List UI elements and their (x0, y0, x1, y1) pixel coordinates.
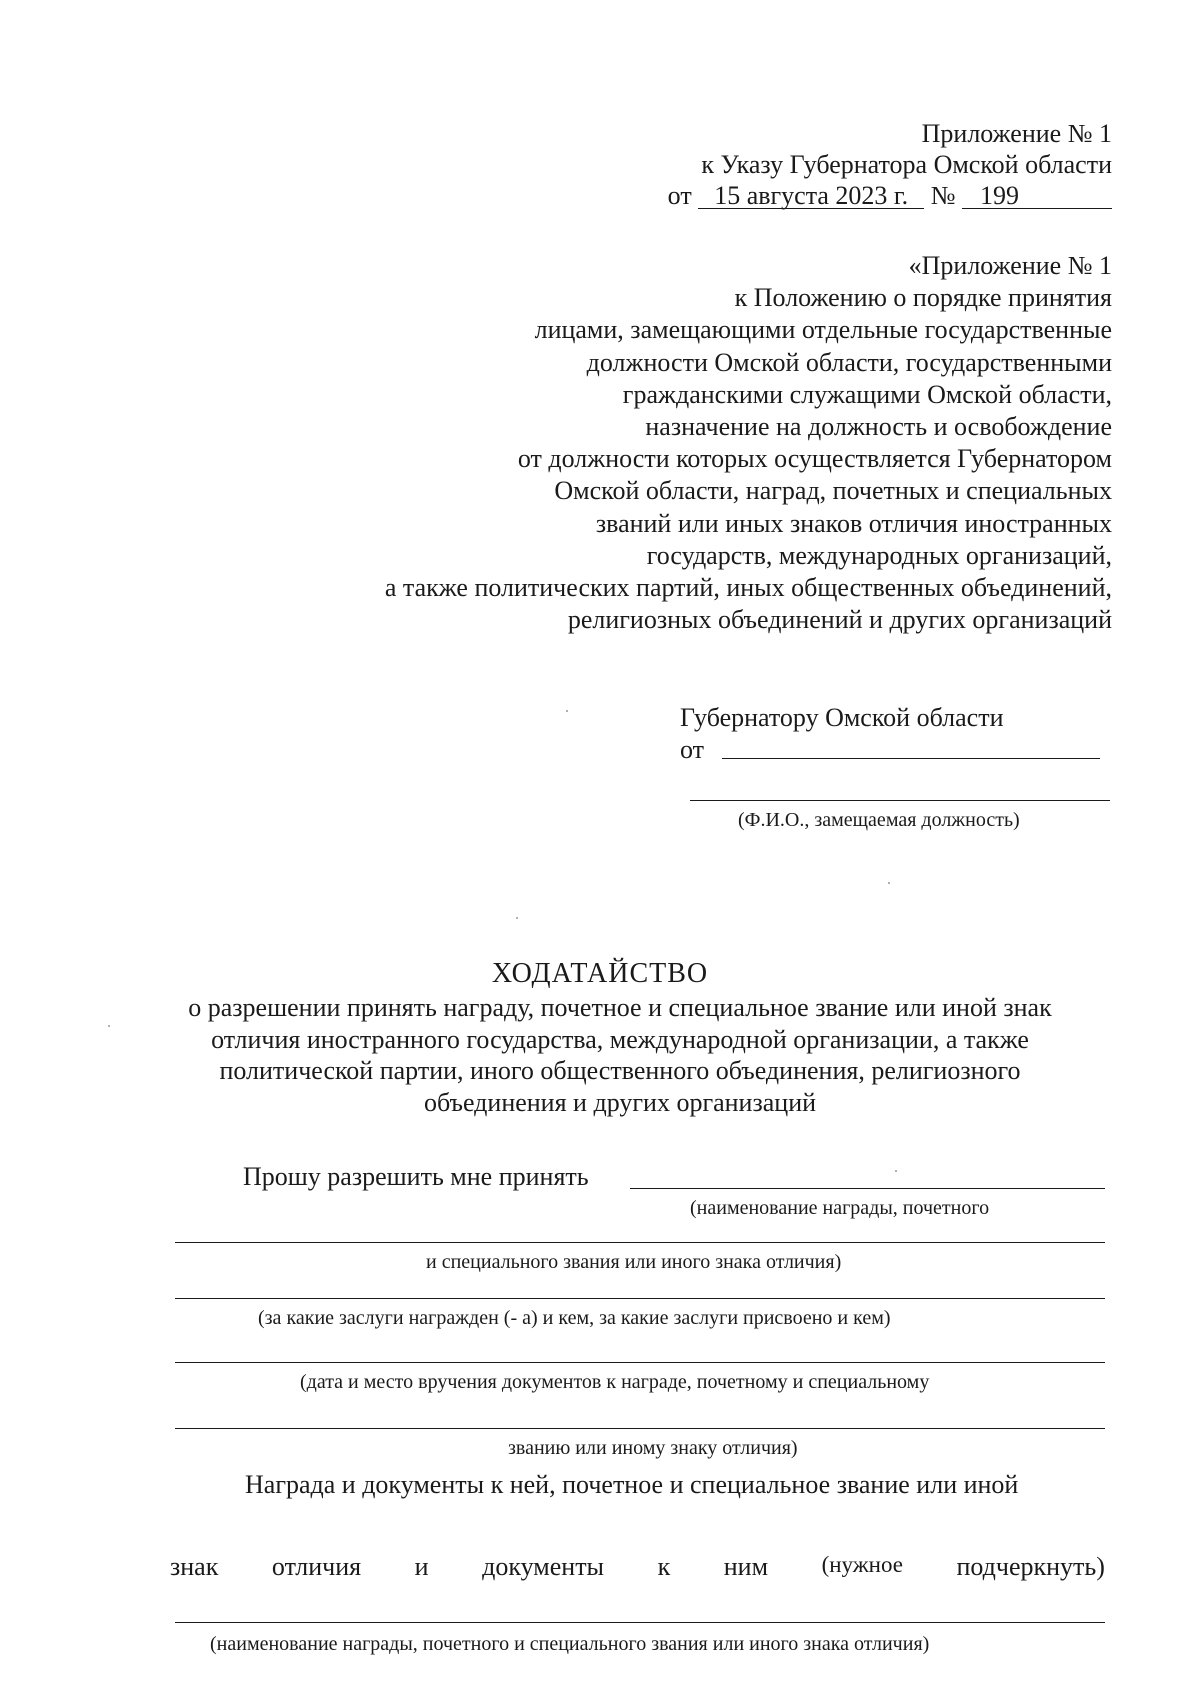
decree-header (668, 118, 1112, 211)
word: ним (723, 1552, 769, 1581)
document-title: ХОДАТАЙСТВО (491, 958, 709, 989)
appendix-line: званий или иных знаков отличия иностранных (595, 508, 1112, 538)
scan-speck (566, 710, 568, 712)
appendix-line: государств, международных организаций, (646, 540, 1112, 570)
appendix-line: к Положению о порядке принятия (734, 283, 1112, 313)
decree-number: 199 (962, 184, 1112, 209)
regulation-appendix-header (385, 250, 1112, 636)
award-final-caption: (наименование награды, почетного и специального звания или иного знака отличия) (210, 1633, 930, 1655)
appendix-line: религиозных объединений и других организаций (567, 605, 1112, 635)
delivery-caption-2: званию или иному знаку отличия) (508, 1437, 798, 1459)
word: к (657, 1552, 671, 1581)
word: отличия (271, 1552, 362, 1581)
appendix-line: а также политических партий, иных общественных объединений, (384, 573, 1112, 603)
appendix-line: Омской области, наград, почетных и специальных (554, 476, 1112, 506)
subtitle-line: политической партии, иного общественного объединения, религиозного (219, 1056, 1021, 1085)
award-name-line (630, 1188, 1105, 1189)
decree-date: 15 августа 2023 г. (698, 184, 924, 209)
appendix-line: «Приложение № 1 (908, 251, 1112, 280)
word: подчеркнуть) (956, 1552, 1105, 1581)
scan-speck (516, 917, 518, 919)
scan-speck (108, 1025, 110, 1027)
appendix-line: должности Омской области, государственными (586, 347, 1112, 377)
scan-speck (888, 882, 890, 884)
number-sign: № (930, 181, 956, 210)
applicant-position-line (690, 800, 1110, 801)
award-name-caption: (наименование награды, почетного (690, 1197, 990, 1219)
appendix-line: назначение на должность и освобождение (645, 412, 1112, 442)
subtitle-line: отличия иностранного государства, международной организации, а также (211, 1024, 1029, 1054)
applicant-name-line (722, 758, 1100, 759)
from-prefix: от (667, 181, 692, 210)
award-title-caption: и специального звания или иного знака отличия) (426, 1251, 842, 1273)
delivery-caption: (дата и место вручения документов к награде, почетному и специальному (300, 1371, 930, 1393)
award-final-line (175, 1622, 1105, 1623)
appendix-line: лицами, замещающими отдельные государственные (534, 315, 1112, 345)
delivery-line-2 (175, 1428, 1105, 1429)
paragraph-justified-line (170, 1552, 1105, 1582)
applicant-caption: (Ф.И.О., замещаемая должность) (738, 809, 1020, 831)
appendix-number: Приложение № 1 (921, 119, 1112, 148)
award-name-line-2 (175, 1242, 1105, 1243)
scan-speck (895, 1170, 897, 1172)
request-text: Прошу разрешить мне принять (243, 1162, 589, 1191)
word: знак (170, 1552, 219, 1581)
subtitle-line: о разрешении принять награду, почетное и специальное звание или иной знак (188, 993, 1052, 1022)
addressee-from: от (680, 735, 705, 764)
merits-caption: (за какие заслуги награжден (- а) и кем, за какие заслуги присвоено и кем) (258, 1307, 891, 1329)
appendix-line: гражданскими служащими Омской области, (622, 379, 1112, 409)
appendix-line: от должности которых осуществляется Губернатором (517, 444, 1112, 474)
delivery-line (175, 1362, 1105, 1363)
addressee-title: Губернатору Омской области (680, 703, 1004, 732)
document-subtitle (120, 992, 1120, 1118)
decree-reference: к Указу Губернатора Омской области (701, 150, 1112, 179)
word: документы (482, 1552, 605, 1581)
subtitle-line: объединения и других организаций (423, 1087, 817, 1117)
addressee-block (680, 702, 1004, 766)
word: (нужное (821, 1552, 903, 1577)
merits-line (175, 1298, 1105, 1299)
paragraph-line: Награда и документы к ней, почетное и специальное звание или иной (245, 1470, 1019, 1499)
word: и (414, 1552, 429, 1581)
decree-date-number-row (668, 180, 1112, 211)
